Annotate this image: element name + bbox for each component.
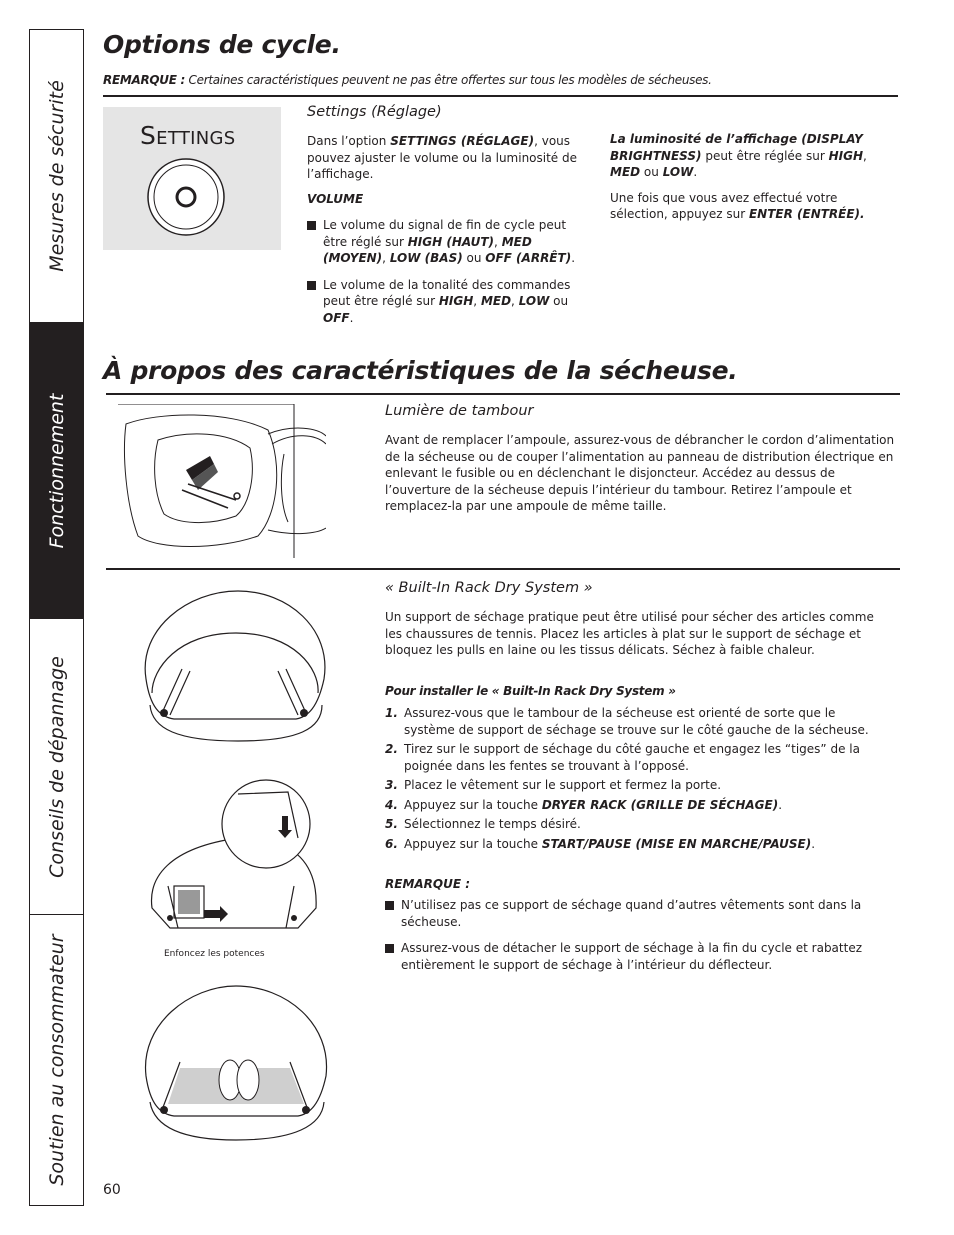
side-navigation: [29, 29, 84, 1206]
settings-heading: Settings (Réglage): [307, 104, 442, 120]
options-remark: [103, 73, 712, 87]
settings-column-right: [610, 131, 895, 223]
rack-heading: « Built-In Rack Dry System »: [385, 580, 593, 596]
remark-text: Certaines caractéristiques peuvent ne pas être offertes sur tous les modèles de sécheuses.: [188, 73, 712, 87]
rack-note: N’utilisez pas ce support de séchage quand d’autres vêtements sont dans la sécheuse.: [385, 897, 895, 930]
rack-intro: Un support de séchage pratique peut être utilisé pour sécher des articles comme les chaussures de tennis. Placez les articles à plat sur le support de séchage et bloquez les pulls en laine ou les tissus délicats. Séchez à faible chaleur.: [385, 610, 874, 657]
tab-conseils-de-depannage[interactable]: [30, 619, 83, 914]
volume-bullet-end-of-cycle: Le volume du signal de fin de cycle peut être réglé sur HIGH (HAUT), MED (MOYEN), LOW (BAS) ou OFF (ARRÊT).: [307, 217, 589, 267]
install-heading: Pour installer le « Built-In Rack Dry System »: [385, 684, 676, 698]
rack-drum-illustration-1: [138, 589, 332, 745]
enter-text: Une fois que vous avez effectué votre sélection, appuyez sur ENTER (ENTRÉE).: [610, 190, 865, 221]
rack-drum-illustration-3: [140, 984, 332, 1144]
remark-label: REMARQUE :: [103, 73, 186, 87]
about-title: À propos des caractéristiques de la sécheuse.: [103, 356, 738, 385]
install-step: 4. Appuyez sur la touche DRYER RACK (GRILLE DE SÉCHAGE).: [385, 797, 783, 812]
tab-label: Mesures de sécurité: [45, 80, 68, 272]
tab-soutien-au-consommateur[interactable]: [30, 914, 83, 1205]
install-steps: [385, 705, 875, 855]
rack-caption: Enfoncez les potences: [164, 949, 265, 959]
brightness-text: La luminosité de l’affichage (DISPLAY BRIGHTNESS) peut être réglée sur HIGH, MED ou LOW.: [610, 132, 867, 179]
install-step: 1. Assurez-vous que le tambour de la sécheuse est orienté de sorte que le système de support de séchage se trouve sur le côté gauche de la sécheuse.: [385, 706, 869, 737]
rack-note: Assurez-vous de détacher le support de séchage à la fin du cycle et rabattez entièrement le support de séchage à l’intérieur du déflecteur.: [385, 940, 895, 973]
section-rule: [106, 568, 900, 570]
options-title: Options de cycle.: [103, 30, 341, 59]
rack-remark-label: REMARQUE :: [385, 877, 471, 891]
settings-knob-icon: [144, 155, 230, 241]
install-step: 3. Placez le vêtement sur le support et fermez la porte.: [385, 778, 722, 792]
section-rule: [106, 393, 900, 395]
volume-label: VOLUME: [307, 191, 364, 206]
drum-light-text: Avant de remplacer l’ampoule, assurez-vous de débrancher le cordon d’alimentation de la sécheuse ou de couper l’alimentation au panneau de distribution électrique en enlevant le fusible ou en déclenchant le disjoncteur. Accédez au dessus de l’ouverture de la sécheuse depuis l’intérieur du tambour. Retirez l’ampoule et remplacez-la par une ampoule de même taille.: [385, 433, 895, 513]
settings-intro: Dans l’option SETTINGS (RÉGLAGE), vous pouvez ajuster le volume ou la luminosité de l’affichage.: [307, 134, 578, 181]
settings-panel-illustration: [103, 107, 281, 250]
tab-fonctionnement[interactable]: [30, 322, 83, 619]
settings-column-left: [307, 133, 589, 334]
tab-label: Soutien au consommateur: [45, 934, 68, 1186]
install-step: 5. Sélectionnez le temps désiré.: [385, 817, 581, 831]
install-step: 2. Tirez sur le support de séchage du côté gauche et engagez les “tiges” de la poignée dans les fentes se trouvant à l’opposé.: [385, 742, 860, 773]
rack-drum-illustration-2: [148, 778, 324, 938]
rack-notes: [385, 897, 895, 981]
drum-light-illustration: [118, 404, 326, 558]
settings-panel-label: Settings: [140, 121, 236, 150]
page-number: 60: [103, 1182, 121, 1198]
section-rule: [103, 95, 898, 97]
tab-label: Conseils de dépannage: [45, 655, 68, 878]
volume-bullet-controls: Le volume de la tonalité des commandes peut être réglé sur HIGH, MED, LOW ou OFF.: [307, 277, 589, 327]
tab-mesures-de-securite[interactable]: [30, 30, 83, 322]
drum-light-heading: Lumière de tambour: [385, 403, 534, 419]
install-step: 6. Appuyez sur la touche START/PAUSE (MISE EN MARCHE/PAUSE).: [385, 836, 816, 851]
tab-label: Fonctionnement: [45, 393, 68, 548]
